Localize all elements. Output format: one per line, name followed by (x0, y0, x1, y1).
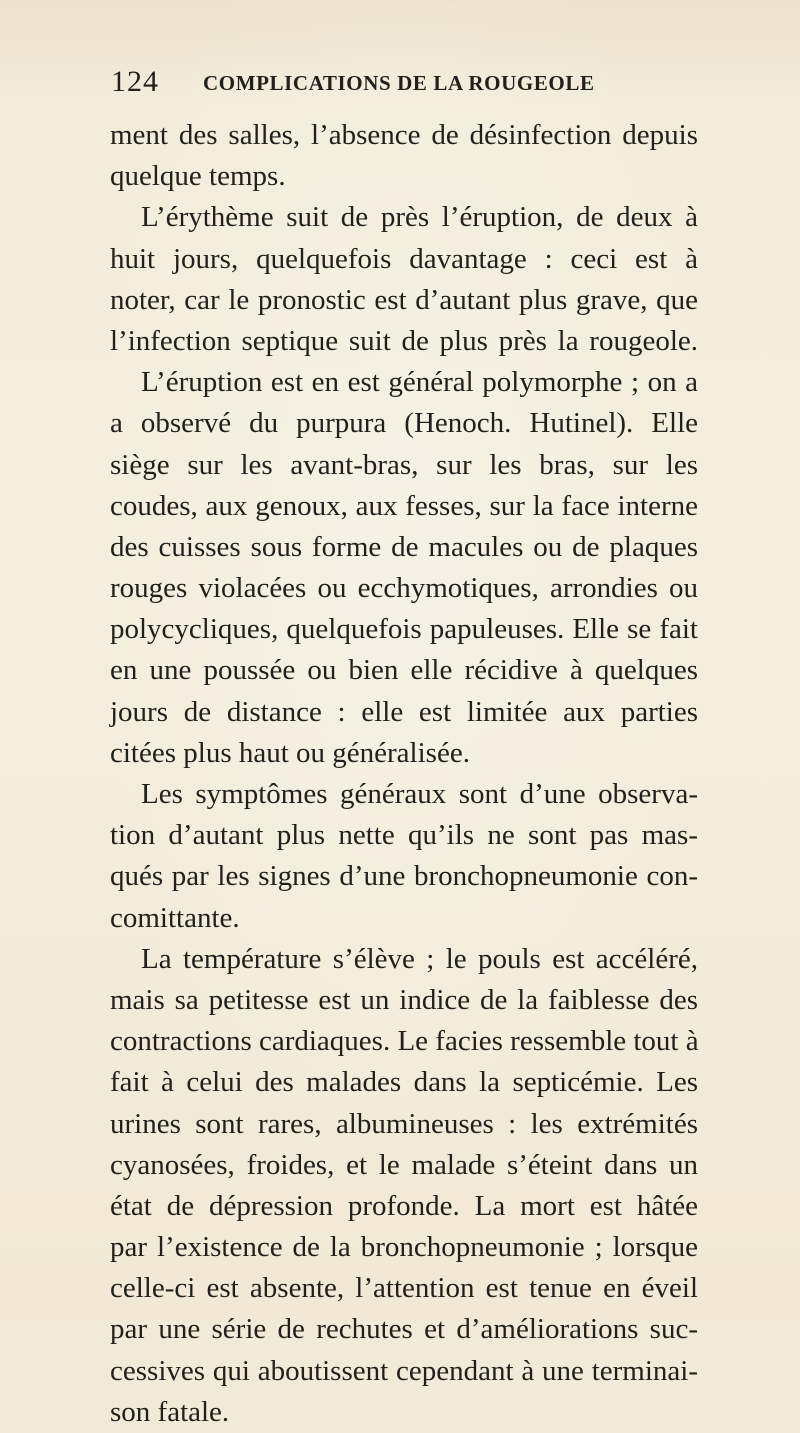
text-line: comittante. (110, 901, 240, 934)
text-line: L’érythème suit de près l’éruption, de deux à (141, 201, 698, 234)
text-line: par l’existence de la bronchopneumonie ; lorsque (110, 1231, 698, 1264)
text-line: son fatale. (110, 1395, 230, 1428)
text-line: quelque temps. (110, 160, 286, 193)
text-line: l’infection septique suit de plus près la rougeole. (110, 324, 698, 357)
text-line: des cuisses sous forme de macules ou de plaques (110, 530, 698, 563)
text-line: cyanosées, froides, et le malade s’éteint dans un (110, 1148, 698, 1181)
text-line: fait à celui des malades dans la septicémie. Les (110, 1066, 698, 1099)
text-line: huit jours, quelquefois davantage : ceci est à (110, 242, 698, 275)
text-line: par une série de rechutes et d’améliorations suc- (110, 1313, 698, 1346)
text-line: état de dépression profonde. La mort est hâtée (110, 1189, 698, 1222)
text-line: La température s’élève ; le pouls est accéléré, (141, 942, 698, 975)
text-line: polycycliques, quelquefois papuleuses. Elle se fait (110, 613, 698, 646)
text-line: en une poussée ou bien elle récidive à quelques (110, 654, 698, 687)
text-line: mais sa petitesse est un indice de la faiblesse des (110, 983, 698, 1016)
text-line: rouges violacées ou ecchymotiques, arrondies ou (110, 572, 698, 605)
text-line: Les symptômes généraux sont d’une observa- (141, 778, 698, 810)
text-line: qués par les signes d’une bronchopneumonie con- (110, 860, 698, 893)
text-line: urines sont rares, albumineuses : les extrémités (110, 1107, 698, 1140)
text-line: tion d’autant plus nette qu’ils ne sont pas mas- (110, 819, 698, 852)
text-line: ment des salles, l’absence de désinfection depuis (110, 119, 698, 151)
page-number: 124 (111, 65, 159, 98)
text-line: jours de distance : elle est limitée aux parties (110, 695, 698, 728)
text-line: celle-ci est absente, l’attention est tenue en éveil (110, 1272, 698, 1305)
text-line: contractions cardiaques. Le facies ressemble tout à (110, 1025, 699, 1058)
body-text (110, 115, 698, 1433)
text-line: citées plus haut ou généralisée. (110, 736, 470, 769)
running-title: COMPLICATIONS DE LA ROUGEOLE (203, 71, 595, 95)
text-line: cessives qui aboutissent cependant à une terminai- (110, 1354, 698, 1387)
page-header (111, 62, 650, 102)
text-line: a observé du purpura (Henoch. Hutinel). Elle (110, 407, 698, 440)
text-line: siège sur les avant-bras, sur les bras, sur les (110, 448, 698, 481)
text-line: noter, car le pronostic est d’autant plus grave, que (110, 283, 698, 316)
text-line: L’éruption est en est général polymorphe ; on a (141, 366, 698, 399)
text-line: coudes, aux genoux, aux fesses, sur la face interne (110, 489, 698, 522)
